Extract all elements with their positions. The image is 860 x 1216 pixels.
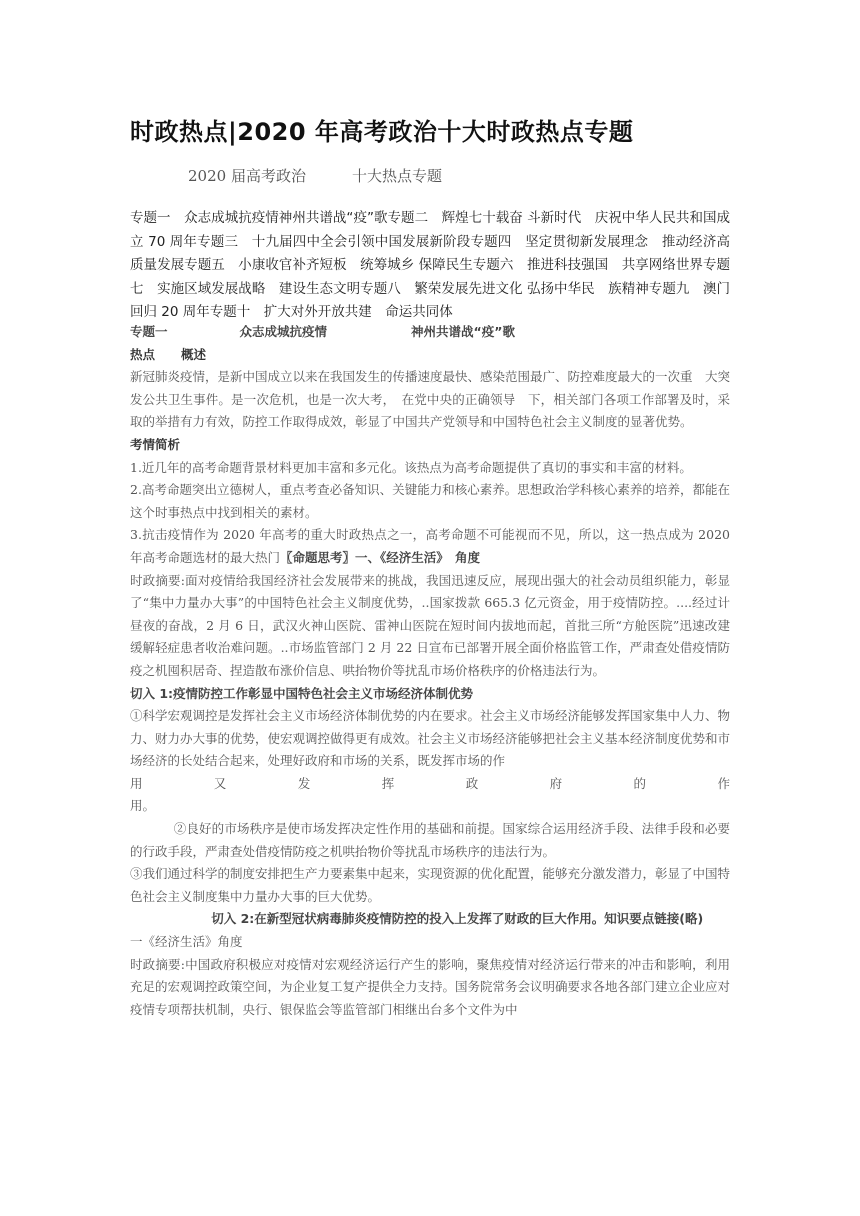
angle-2-heading: 一《经济生活》角度 [130,934,243,950]
subtitle-right: 十大热点专题 [351,167,442,185]
table-of-contents: 专题一 众志成城抗疫情神州共谱战“疫”歌专题二 辉煌七十载奋 斗新时代 庆祝中华人民共和国成立 70 周年专题三 十九届四中全会引领中国发展新阶段专题四 坚定贯彻新发展理念 推动经济高质量发展专题五 小康收官补齐短板 统筹城乡 保障民生专题六 推进科技强国 共享网络世界专题七 实施区域发展战略 建设生态文明专题八 繁荣发展先进文化 弘扬中华民 族精神专题九 澳门回归 20 周年专题十 扩大对外开放共建 命运共同体 [130,210,730,320]
summary-paragraph-1: 时政摘要:面对疫情给我国经济社会发展带来的挑战，我国迅速反应，展现出强大的社会动员组织能力，彰显了“集中力量办大事”的中国特色社会主义制度优势，..国家拨款 665.3 亿元资金，用于疫情防控。....经过计昼夜的奋战，2 月 6 日，武汉火神山医院、雷神山医院在短时间内拔地而起，首批三所“方舱医院”迅速改建缓解轻症患者收治难问题。..市场监管部门 2 月 22 日宣布已部署开展全面价格监管工作，严肃查处借疫情防疫之机囤积居奇、捏造散布涨价信息、哄抬物价等扰乱市场价格秩序的价格违法行为。 [130,572,730,678]
hotspot-value: 概述 [181,346,207,362]
document-subtitle [188,165,442,186]
exam-item-3-text: 3.抗击疫情作为 2020 年高考的重大时政热点之一，高考命题不可能视而不见，所以，这一热点成为 2020 年高考命题选材的最大热门 [130,527,730,565]
subtitle-left: 2020 届高考政治 [188,167,306,185]
point-2: ②良好的市场秩序是使市场发挥决定性作用的基础和前提。国家综合运用经济手段、法律手段和必要的行政手段，严肃查处借疫情防疫之机哄抬物价等扰乱市场秩序的违法行为。 [130,821,730,859]
exam-item-3-tail: 〖命题思考〗一、《经济生活》 角度 [280,549,481,565]
point-1: ①科学宏观调控是发挥社会主义市场经济体制优势的内在要求。社会主义市场经济能够发挥国家集中人力、物力、财力办大事的优势，使宏观调控做得更有成效。社会主义市场经济能够把社会主义基本经济制度优势和市场经济的长处结合起来，处理好政府和市场的关系，既发挥市场的作 [130,708,731,769]
section-heading [130,321,730,344]
section-label: 专题一 [130,324,168,339]
exam-item-3 [130,524,730,569]
cut-in-2-heading: 切入 2:在新型冠状病毒肺炎疫情防控的投入上发挥了财政的巨大作用。知识要点链接(略) [211,911,704,927]
document-body [130,321,730,1021]
cut-in-1-heading: 切入 1:疫情防控工作彰显中国特色社会主义市场经济体制优势 [130,685,474,701]
hotspot-heading [130,344,730,367]
point-1-spread-line: 用 又 发 挥 政 府 的 作 [130,775,730,791]
point-1-end: 用。 [130,798,156,814]
section-part2: 神州共谱战“疫”歌 [411,324,515,339]
page-title: 时政热点|2020 年高考政治十大时政热点专题 [130,118,634,146]
exam-item-1: 1.近几年的高考命题背景材料更加丰富和多元化。该热点为高考命题提供了真切的事实和丰富的材料。 [130,459,692,475]
point-3: ③我们通过科学的制度安排把生产力要素集中起来，实现资源的优化配置，能够充分激发潜力，彰显了中国特色社会主义制度集中力量办大事的巨大优势。 [130,866,731,904]
exam-heading: 考情简析 [130,436,181,452]
hotspot-label: 热点 [130,346,156,362]
exam-item-2: 2.高考命题突出立德树人，重点考查必备知识、关键能力和核心素养。思想政治学科核心素养的培养，都能在这个时事热点中找到相关的素材。 [130,482,730,520]
summary-paragraph-2: 时政摘要:中国政府积极应对疫情对宏观经济运行产生的影响，聚焦疫情对经济运行带来的冲击和影响，利用充足的宏观调控政策空间，为企业复工复产提供全力支持。国务院常务会议明确要求各地各部门建立企业应对疫情专项帮扶机制，央行、银保监会等监管部门相继出台多个文件为中 [130,956,731,1017]
overview-paragraph: 新冠肺炎疫情，是新中国成立以来在我国发生的传播速度最快、感染范围最广、防控难度最大的一次重 大突发公共卫生事件。是一次危机，也是一次大考， 在党中央的正确领导 下，相关部门各项工作部署及时，采取的举措有力有效，防控工作取得成效，彰显了中国共产党领导和中国特色社会主义制度的显著优势。 [130,369,731,430]
section-part1: 众志成城抗疫情 [239,324,328,339]
